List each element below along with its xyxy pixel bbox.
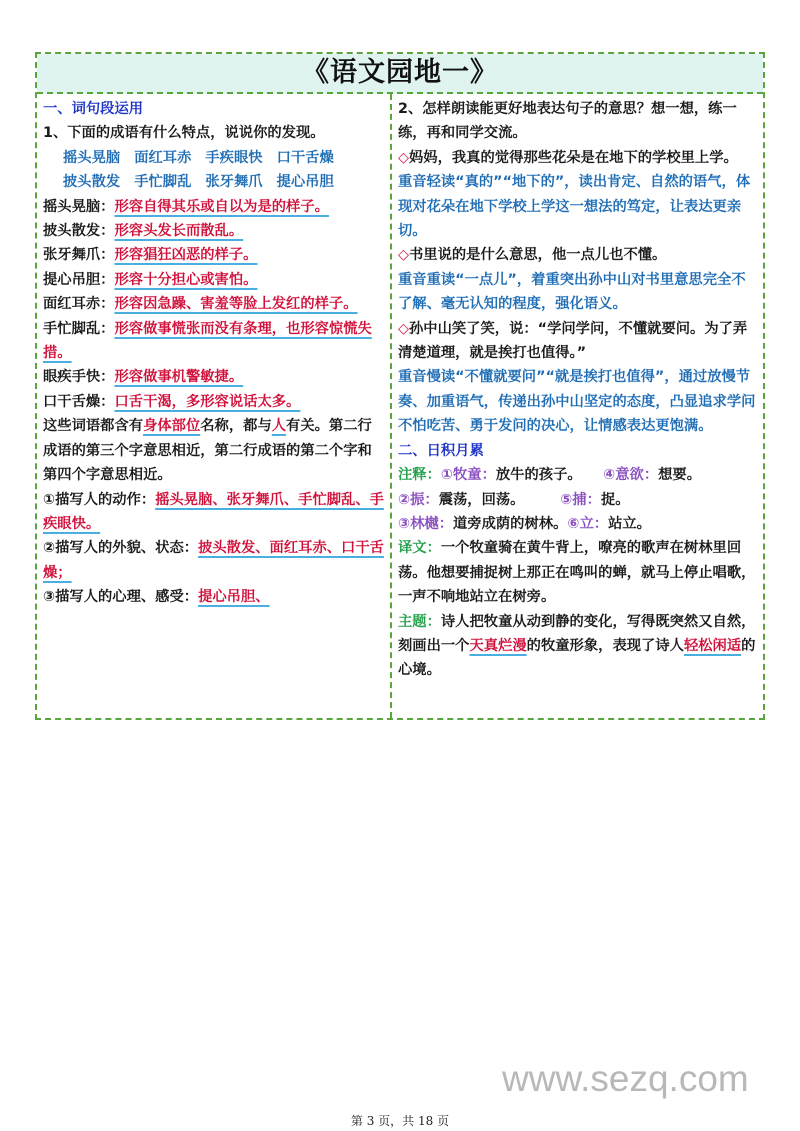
text-segment: 重音重读“一点儿”，着重突出孙中山对书里意思完全不了解、毫无认知的程度，强化语义。 [398,271,746,313]
idiom-row [43,170,386,194]
text-segment: 名称，都与 [200,418,272,435]
text-segment: 口干舌燥： [43,393,115,410]
text-segment: ②振： [398,491,439,508]
text-segment: 2、怎样朗读能更好地表达句子的意思？想一想，练一练，再和同学交流。 [398,101,737,142]
answer-text: 形容因急躁、害羞等脸上发红的样子。 [114,296,358,313]
idiom: 披头散发 [63,174,121,191]
text-block [43,488,386,537]
text-segment: 捉。 [600,491,630,508]
text-segment: 孙中山笑了笑，说：“学问学问，不懂就要问。为了弄清楚道理，就是挨打也值得。” [398,320,748,362]
text-segment: 诗人把牧童从动到静的变化，写得既突然又自然，刻画出一个 [398,613,756,654]
watermark: www.sezq.com [502,1058,749,1099]
text-block [43,195,386,219]
text-block [398,268,759,317]
text-block [398,170,759,243]
answer-text: 形容猖狂凶恶的样子。 [114,247,258,264]
text-segment: 手忙脚乱： [43,320,115,337]
text-segment: 张牙舞爪： [43,247,115,264]
text-segment: 主题： [398,613,441,630]
idiom: 手疾眼快 [205,149,263,166]
left-column [37,94,392,718]
text-segment: 一个牧童骑在黄牛背上，嘹亮的歌声在树林里回荡。他想要捕捉树上那正在鸣叫的蝉，就马上停止唱歌，一声不响地站立在树旁。 [398,540,756,606]
text-block [398,463,759,487]
text-segment: 译文： [398,540,441,557]
answer-text: 形容十分担心或害怕。 [114,271,258,288]
text-block [43,292,386,316]
text-segment: 重音慢读“不懂就要问”“就是挨打也值得”，通过放慢节奏、加重语气，传递出孙中山坚定的态度，凸显追求学问不怕吃苦、勇于发问的决心，让情感表达更饱满。 [398,369,756,435]
text-block [43,121,386,145]
idiom: 手忙脚乱 [134,174,192,191]
answer-text: 形容头发长而散乱。 [114,223,244,240]
text-segment: 这些词语都含有 [43,418,144,435]
diamond-bullet-icon: ◇ [398,320,409,337]
text-block [43,390,386,414]
text-segment: ⑤捕： [560,491,601,508]
answer-text: 人 [271,418,287,435]
text-block [398,146,759,170]
text-segment: 想要。 [658,467,702,484]
text-block [398,317,759,366]
text-segment: 妈妈，我真的觉得那些花朵是在地下的学校里上学。 [409,149,738,166]
text-segment: 的心境。 [398,637,756,679]
text-segment: 眼疾手快： [43,369,115,386]
right-column [392,94,763,718]
text-block [43,243,386,267]
idiom-row [43,146,386,170]
answer-text: 摇头晃脑、张牙舞爪、手忙脚乱、手疾眼快。 [43,491,384,532]
answer-text: 口舌干渴，多形容说话太多。 [114,393,301,410]
text-block [398,536,759,609]
diamond-bullet-icon: ◇ [398,247,409,264]
text-segment: ①牧童： [440,467,496,484]
text-block [43,585,386,609]
text-block [43,268,386,292]
answer-text: 身体部位 [143,418,201,435]
answer-text: 提心吊胆、 [198,589,270,606]
idiom: 面红耳赤 [134,149,192,166]
text-segment: ④意欲： [603,467,659,484]
text-block [398,243,759,267]
answer-text: 形容做事慌张而没有条理，也形容惊慌失措。 [43,320,372,362]
text-block [43,414,386,487]
text-segment: ③描写人的心理、感受： [43,589,199,606]
idiom: 口干舌燥 [276,149,334,166]
text-segment: 面红耳赤： [43,296,115,313]
page-footer: 第 3 页，共 18 页 [350,1114,450,1128]
text-block [398,488,759,512]
text-block [398,365,759,438]
text-segment: ⑥立： [567,515,609,532]
idiom: 张牙舞爪 [205,174,263,191]
text-segment: ②描写人的外貌、状态： [43,540,199,557]
text-segment: 书里说的是什么意思，他一点儿也不懂。 [409,247,667,264]
page-title: 《语文园地一》 [37,54,763,94]
text-segment: 放牛的孩子。 [495,467,604,484]
text-segment: 注释： [398,467,441,484]
text-segment: 站立。 [608,515,651,532]
text-block [43,317,386,366]
answer-text: 形容做事机警敏捷。 [114,369,244,386]
text-segment: 一、词句段运用 [43,101,144,117]
answer-text: 披头散发、面红耳赤、口干舌燥； [43,540,384,581]
text-segment: 二、日积月累 [398,442,484,459]
text-segment: 摇头晃脑： [43,198,115,215]
text-block [398,610,759,683]
text-block [398,512,759,536]
text-segment: 道旁成荫的树林。 [453,515,568,532]
text-segment: 重音轻读“真的”“地下的”，读出肯定、自然的语气，体现对花朵在地下学校上学这一想法的笃定，让表达更亲切。 [398,174,751,240]
answer-text: 轻松闲适 [683,637,742,654]
content-frame [35,52,765,720]
text-segment: 提心吊胆： [43,271,115,288]
text-block [43,219,386,243]
text-block [398,97,759,146]
idiom: 提心吊胆 [276,174,334,191]
answer-text: 形容自得其乐或自以为是的样子。 [114,198,329,215]
text-block [398,439,759,463]
text-block [43,365,386,389]
text-segment: 披头散发： [43,223,115,240]
answer-text: 天真烂漫 [469,637,527,654]
text-segment: 1、下面的成语有什么特点，说说你的发现。 [43,125,325,142]
text-segment: 的牧童形象，表现了诗人 [526,637,684,654]
text-block [43,97,386,121]
idiom: 摇头晃脑 [63,149,121,166]
text-segment: 有关。第二行成语的第三个字意思相近，第二行成语的第二个字和第四个字意思相近。 [43,418,372,484]
text-segment: ③林樾： [398,515,453,532]
text-segment: 震荡，回荡。 [438,491,561,508]
text-block [43,536,386,585]
text-segment: ①描写人的动作： [43,491,156,508]
diamond-bullet-icon: ◇ [398,149,409,166]
